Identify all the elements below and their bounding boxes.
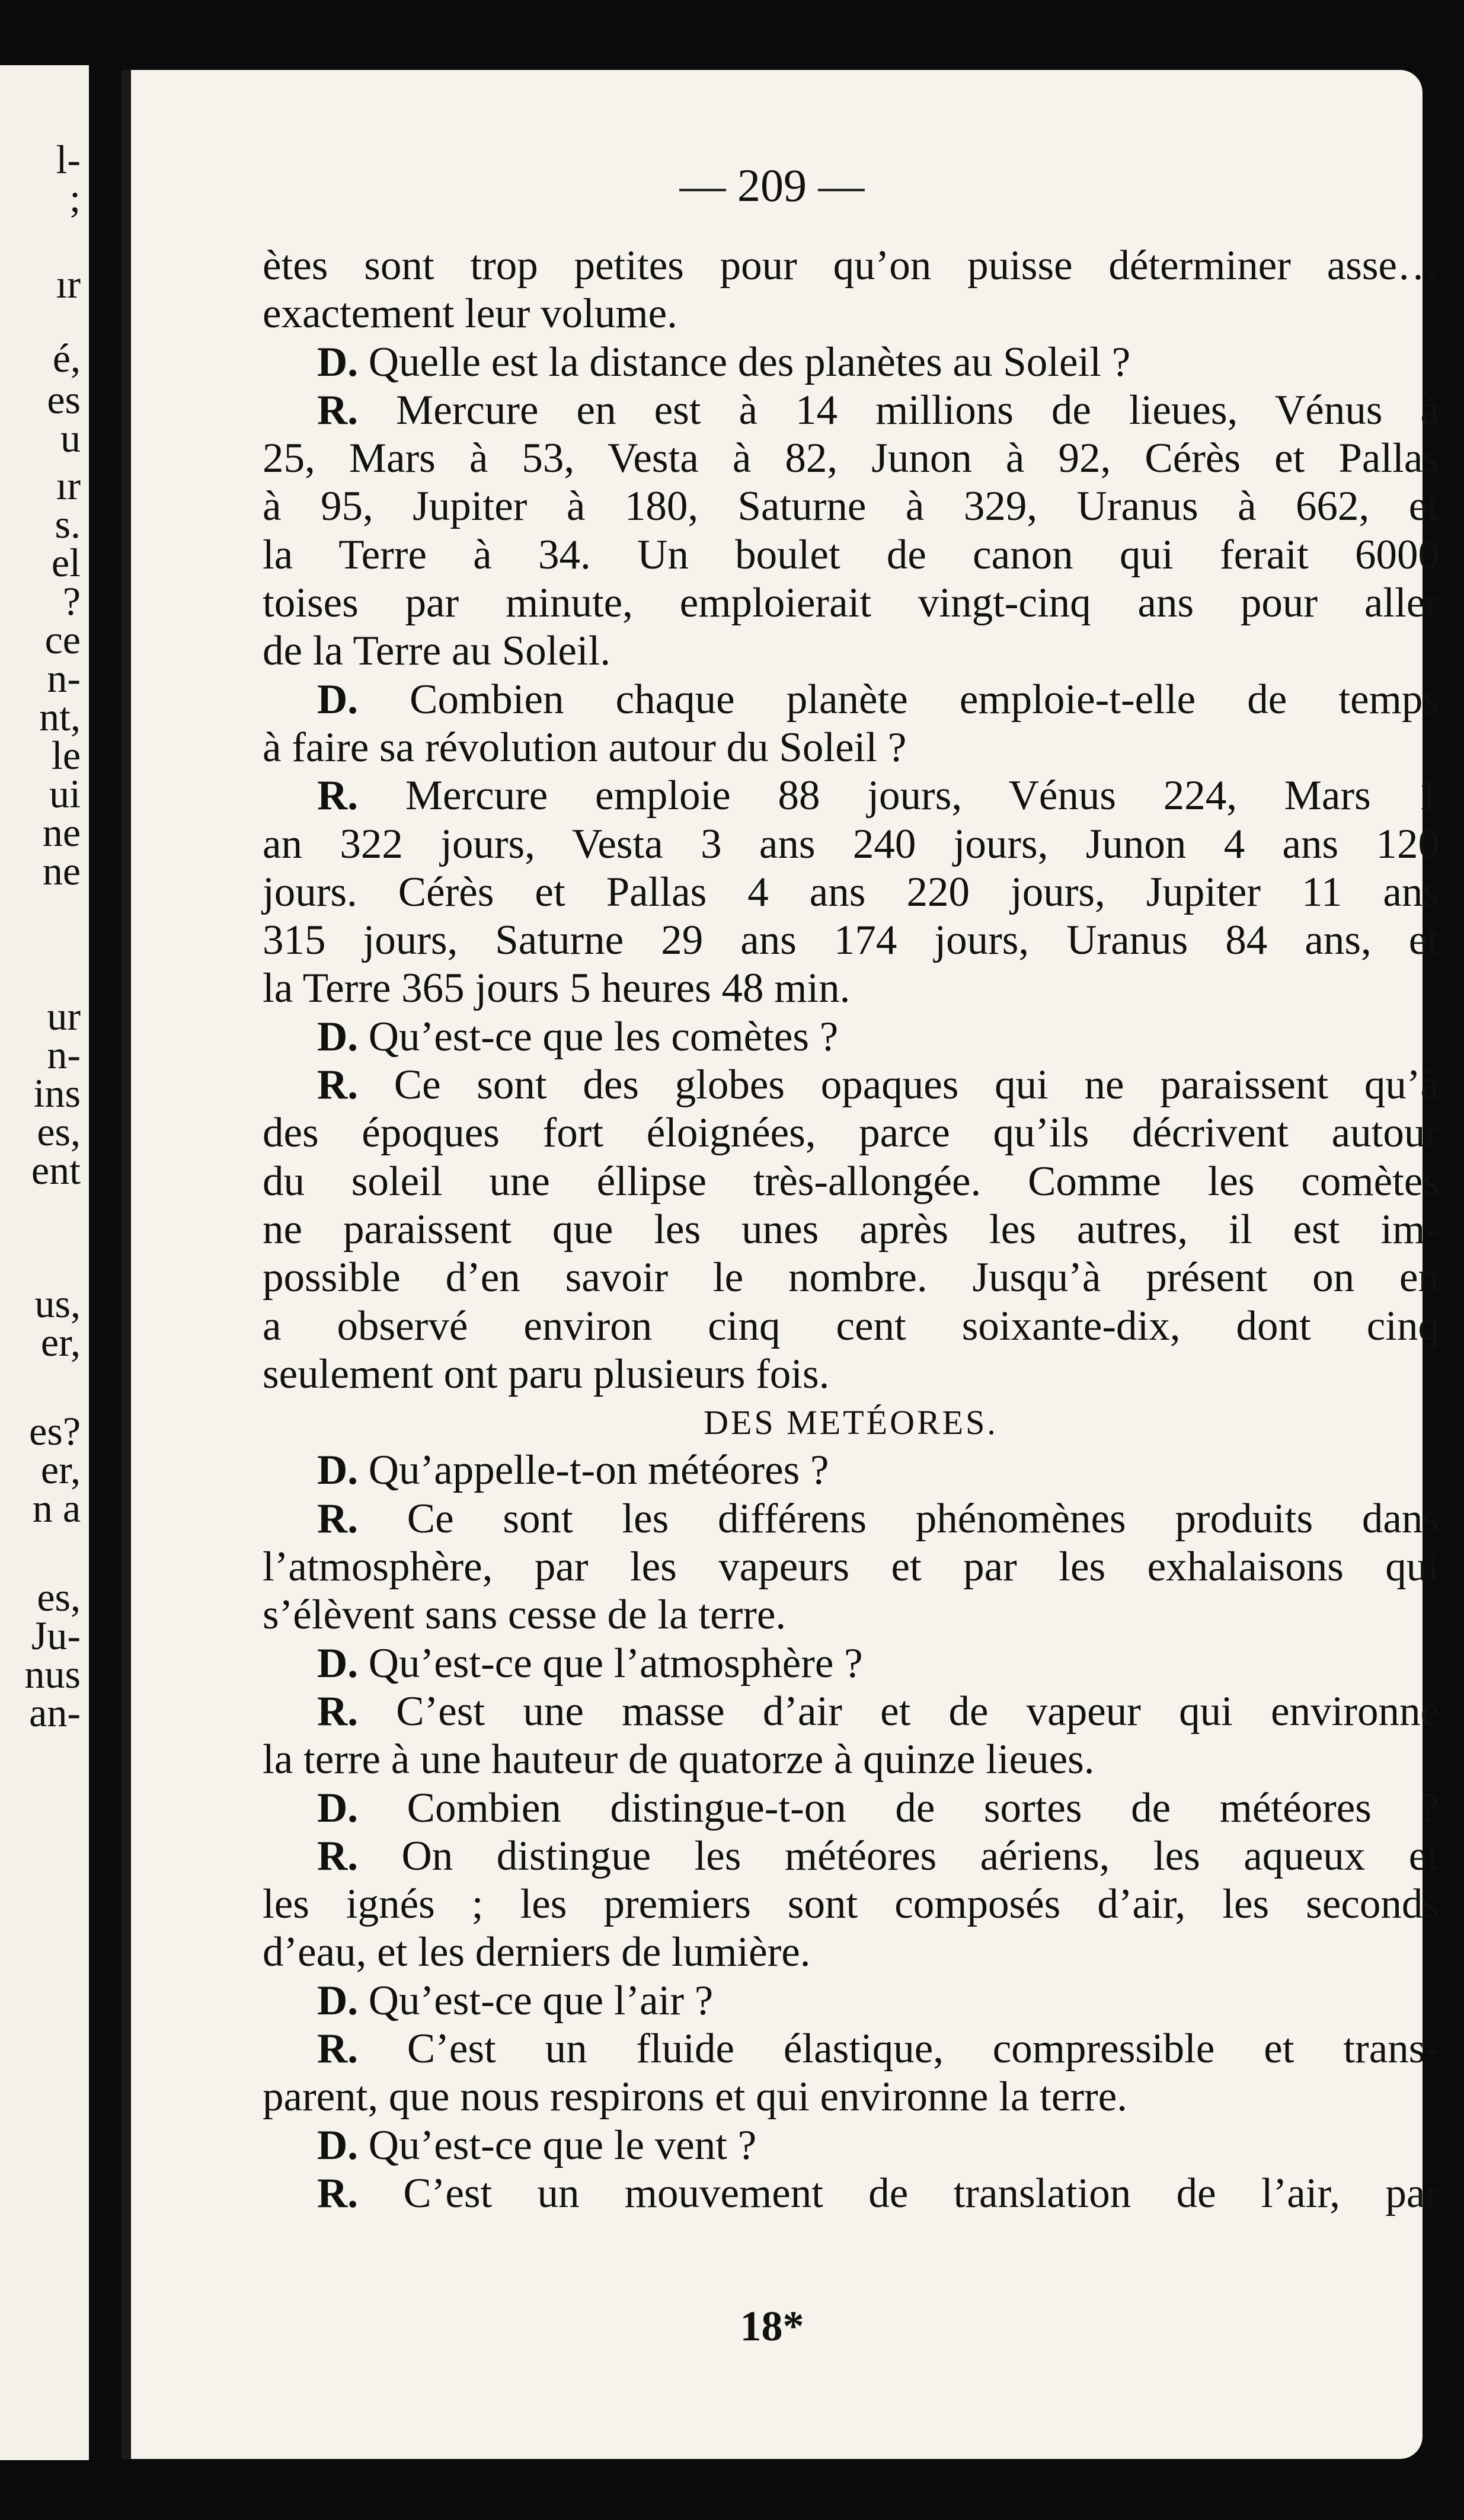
- left-page-fragment: ne: [42, 810, 81, 855]
- left-page-fragment: n-: [47, 656, 81, 701]
- dialogue-marker: D.: [317, 1447, 359, 1494]
- text-line: la Terre 365 jours 5 heures 48 min.: [263, 965, 851, 1012]
- left-page-fragment: Ju-: [31, 1613, 81, 1658]
- left-page-fragment: l-: [56, 137, 81, 182]
- text-line: l’atmosphère, par les vapeurs et par les exhalaisons qui: [263, 1544, 1439, 1590]
- left-page-fragment: us,: [34, 1281, 81, 1326]
- dialogue-marker: D.: [317, 338, 359, 385]
- text-line: D. Combien distingue-t-on de sortes de météores ?: [317, 1784, 1439, 1831]
- book-page: [122, 70, 1439, 2459]
- text-line: D. Quelle est la distance des planètes au Soleil ?: [317, 338, 1131, 385]
- text-line: an 322 jours, Vesta 3 ans 240 jours, Junon 4 ans 120: [263, 820, 1439, 867]
- text-line: à 95, Jupiter à 180, Saturne à 329, Uranus à 662, et: [263, 483, 1439, 530]
- left-page-fragment: nus: [24, 1652, 81, 1697]
- left-page-fragment: er,: [40, 1447, 81, 1492]
- text-line: s’élèvent sans cesse de la terre.: [263, 1592, 787, 1639]
- text-line: D. Combien chaque planète emploie-t-elle de temps: [317, 676, 1439, 723]
- text-line: R. C’est un mouvement de translation de l’air, par: [317, 2170, 1439, 2216]
- text-line: 25, Mars à 53, Vesta à 82, Junon à 92, Cérès et Pallas: [263, 435, 1439, 482]
- text-line: la Terre à 34. Un boulet de canon qui ferait 6000: [263, 531, 1439, 578]
- text-line: d’eau, et les derniers de lumière.: [263, 1929, 811, 1976]
- left-page-fragment: u: [60, 416, 81, 461]
- page-text: [263, 242, 1439, 2218]
- text-line: ne paraissent que les unes après les autres, il est im-: [263, 1206, 1439, 1253]
- text-line: R. Mercure en est à 14 millions de lieues, Vénus à: [317, 387, 1439, 433]
- dialogue-marker: R.: [317, 772, 359, 819]
- left-page-fragment: é,: [52, 336, 81, 381]
- text-line: des époques fort éloignées, parce qu’ils décrivent autour: [263, 1110, 1439, 1157]
- left-page-fragment: ?: [62, 579, 81, 624]
- left-page-fragment: es: [47, 377, 81, 422]
- text-line: de la Terre au Soleil.: [263, 628, 611, 675]
- text-line: R. Mercure emploie 88 jours, Vénus 224, Mars 1: [317, 772, 1439, 819]
- text-line: 315 jours, Saturne 29 ans 174 jours, Uranus 84 ans, et: [263, 917, 1439, 964]
- text-line: D. Qu’est-ce que l’air ?: [317, 1977, 714, 2024]
- dialogue-marker: R.: [317, 2025, 359, 2072]
- text-line: exactement leur volume.: [263, 290, 677, 337]
- dialogue-marker: R.: [317, 2170, 359, 2216]
- left-page-fragment: ui: [49, 771, 81, 816]
- text-line: à faire sa révolution autour du Soleil ?: [263, 724, 907, 771]
- text-line: parent, que nous respirons et qui environne la terre.: [263, 2074, 1127, 2120]
- left-page-fragment: ur: [47, 994, 81, 1039]
- dialogue-marker: D.: [317, 1784, 359, 1831]
- page-number: — 209 —: [679, 159, 865, 211]
- left-page-fragment: el: [51, 540, 81, 585]
- left-page-fragment: ins: [33, 1071, 81, 1116]
- left-page-fragment: ır: [56, 261, 81, 306]
- left-page-fragment: ır: [56, 463, 81, 508]
- left-page-fragment: ent: [31, 1148, 81, 1193]
- text-line: R. On distingue les météores aériens, les aqueux et: [317, 1832, 1439, 1879]
- left-page-fragment: es,: [37, 1109, 81, 1154]
- text-line: les ignés ; les premiers sont composés d’air, les seconds: [263, 1881, 1439, 1928]
- text-line: R. C’est un fluide élastique, compressible et trans-: [317, 2025, 1439, 2072]
- left-page-fragment: es?: [29, 1408, 81, 1454]
- text-line: possible d’en savoir le nombre. Jusqu’à présent on en: [263, 1254, 1439, 1301]
- left-page-fragment: ce: [44, 617, 81, 662]
- dialogue-marker: D.: [317, 676, 359, 723]
- dialogue-marker: R.: [317, 1495, 359, 1542]
- left-page-fragment: an-: [29, 1690, 81, 1735]
- left-page-fragment: nt,: [39, 694, 81, 739]
- signature-mark: 18*: [740, 2302, 804, 2350]
- text-line: DES METÉORES.: [704, 1403, 998, 1442]
- text-line: R. Ce sont des globes opaques qui ne paraissent qu’à: [317, 1062, 1439, 1109]
- text-line: D. Qu’est-ce que l’atmosphère ?: [317, 1640, 863, 1687]
- text-line: toises par minute, emploierait vingt-cinq ans pour aller: [263, 580, 1439, 627]
- text-line: la terre à une hauteur de quatorze à quinze lieues.: [263, 1736, 1095, 1783]
- text-line: D. Qu’est-ce que les comètes ?: [317, 1013, 839, 1060]
- left-page-fragment: ;: [69, 175, 81, 221]
- text-line: D. Qu’est-ce que le vent ?: [317, 2122, 757, 2168]
- dialogue-marker: D.: [317, 1640, 359, 1687]
- left-page-fragment: ne: [42, 848, 81, 893]
- left-page-fragment: s.: [55, 502, 81, 547]
- text-line: du soleil une éllipse très-allongée. Comme les comètes: [263, 1158, 1439, 1205]
- left-page-fragment: er,: [40, 1320, 81, 1365]
- text-line: R. C’est une masse d’air et de vapeur qui environne: [317, 1688, 1439, 1735]
- dialogue-marker: D.: [317, 1013, 359, 1060]
- text-line: ètes sont trop petites pour qu’on puisse déterminer asse…: [263, 242, 1439, 289]
- left-page-fragment: n a: [32, 1486, 81, 1531]
- dialogue-marker: R.: [317, 1832, 359, 1879]
- text-line: a observé environ cinq cent soixante-dix, dont cinq: [263, 1302, 1439, 1349]
- left-page-fragment: es,: [37, 1574, 81, 1620]
- dialogue-marker: D.: [317, 1977, 359, 2024]
- left-page-fragment: n-: [47, 1032, 81, 1077]
- text-line: jours. Cérès et Pallas 4 ans 220 jours, Jupiter 11 ans: [263, 868, 1439, 915]
- dialogue-marker: R.: [317, 1062, 359, 1109]
- dialogue-marker: D.: [317, 2122, 359, 2168]
- text-line: D. Qu’appelle-t-on météores ?: [317, 1447, 829, 1494]
- text-line: seulement ont paru plusieurs fois.: [263, 1350, 830, 1397]
- left-page-fragment: le: [51, 733, 81, 778]
- dialogue-marker: R.: [317, 387, 359, 433]
- dialogue-marker: R.: [317, 1688, 359, 1735]
- text-line: R. Ce sont les différens phénomènes produits dans: [317, 1495, 1439, 1542]
- left-page-strip: [0, 65, 89, 2460]
